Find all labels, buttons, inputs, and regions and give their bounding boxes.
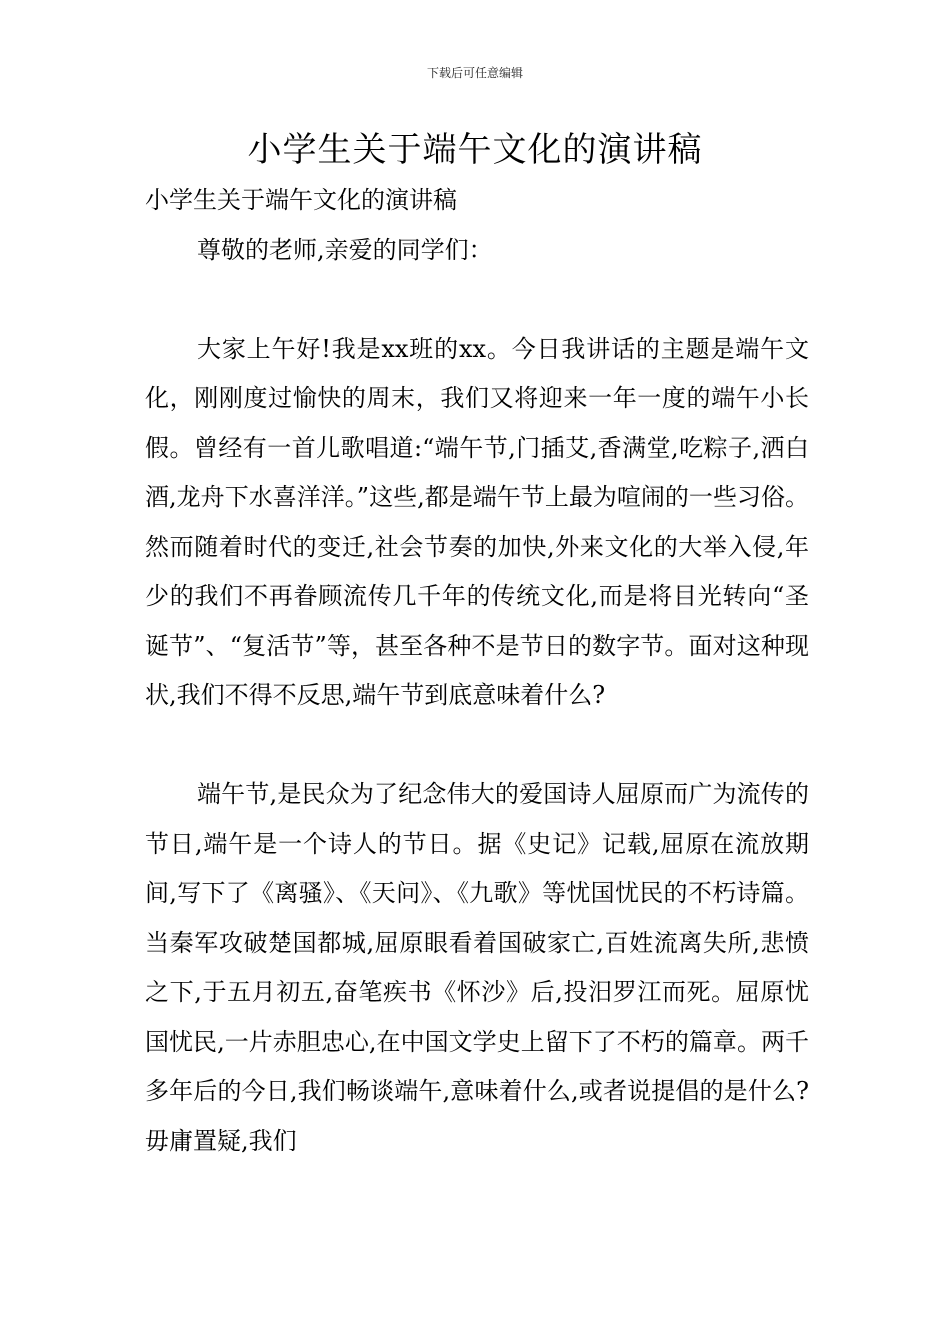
document-body bbox=[145, 176, 809, 1166]
header-note: 下载后可任意编辑 bbox=[426, 66, 523, 80]
document-subtitle: 小学生关于端午文化的演讲稿 bbox=[145, 186, 457, 214]
document-title: 小学生关于端午文化的演讲稿 bbox=[247, 130, 703, 170]
greeting-line: 尊敬的老师,亲爱的同学们： bbox=[197, 235, 493, 264]
body-paragraph-2: 端午节,是民众为了纪念伟大的爱国诗人屈原而广为流传的节日,端午是一个诗人的节日。据《史记》记载,屈原在流放期间,写下了《离骚》、《天问》、《九歌》等忧国忧民的不朽诗篇。当秦军攻破楚国都城,屈原眼看着国破家亡,百姓流离失所,悲愤之下,于五月初五,奋笔疾书《怀沙》后,投汨罗江而死。屈原忧国忧民,一片赤胆忠心,在中国文学史上留下了不朽的篇章。两千多年后的今日,我们畅谈端午,意味着什么,或者说提倡的是什么?毋庸置疑,我们 bbox=[145, 780, 809, 1155]
paragraph-gap bbox=[145, 275, 809, 325]
paragraph-gap bbox=[145, 721, 809, 771]
body-paragraph-1: 大家上午好!我是xx班的xx。今日我讲话的主题是端午文化，刚刚度过愉快的周末，我们又将迎来一年一度的端午小长假。曾经有一首儿歌唱道:“端午节,门插艾,香满堂,吃粽子,洒白酒,龙舟下水喜洋洋。”这些,都是端午节上最为喧闹的一些习俗。然而随着时代的变迁,社会节奏的加快,外来文化的大举入侵,年少的我们不再眷顾流传几千年的传统文化,而是将目光转向“圣诞节”、“复活节”等，甚至各种不是节日的数字节。面对这种现状,我们不得不反思,端午节到底意味着什么? bbox=[145, 334, 809, 709]
